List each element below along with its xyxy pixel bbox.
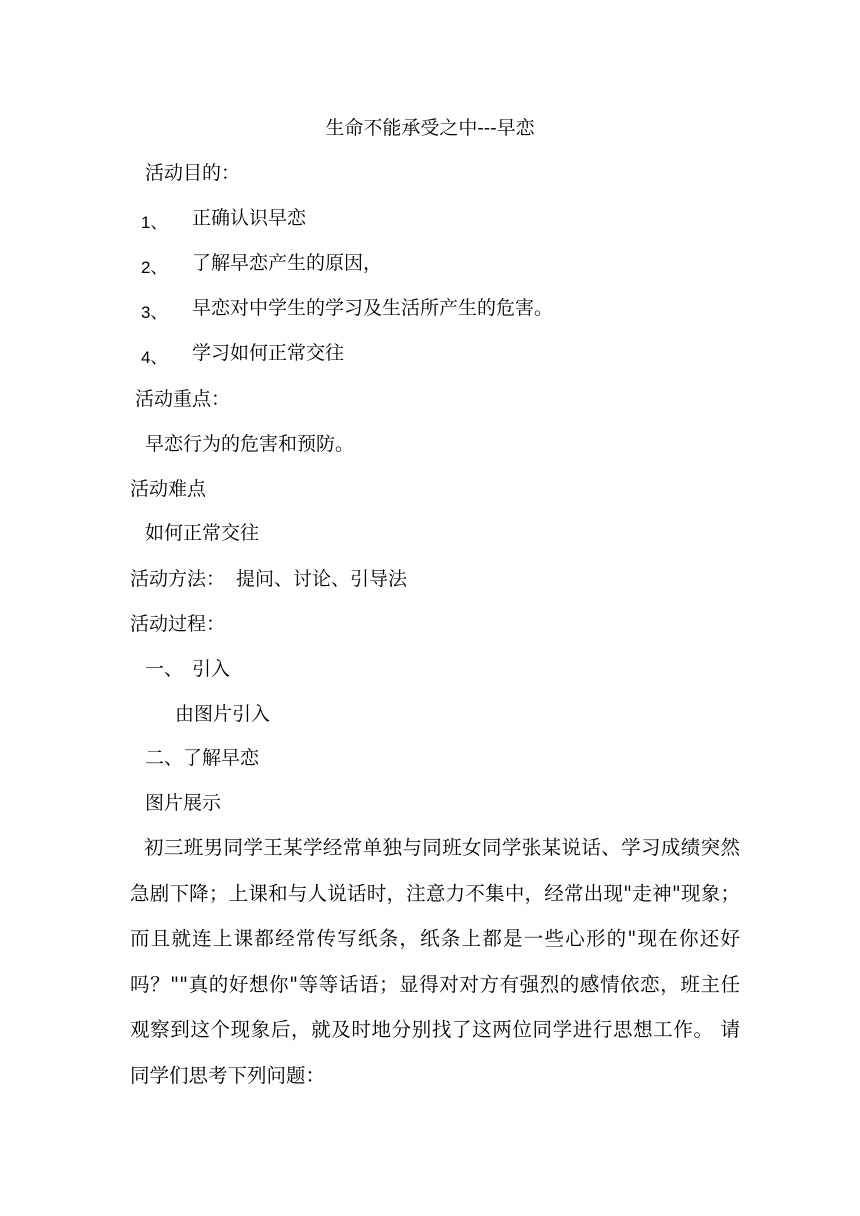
process-heading: 活动过程： — [130, 613, 226, 635]
difficulty-text: 如何正常交往 — [145, 522, 260, 544]
document-title: 生命不能承受之中---早恋 — [325, 117, 535, 139]
list-item-text: 正确认识早恋 — [192, 207, 307, 229]
list-item-number: 2、 — [141, 258, 168, 277]
section-text: 由图片引入 — [175, 703, 271, 725]
case-paragraph: 初三班男同学王某学经常单独与同班女同学张某说话、学习成绩突然急剧下降；上课和与人说话时，注意力不集中，经常出现"走神"现象；而且就连上课都经常传写纸条，纸条上都是一些心形的"现在你还好吗？""真的好想你"等等话语；显得对对方有强烈的感情依恋，班主任观察到这个现象后，就及时地分别找了这两位同学进行思想工作。 请同学们思考下列问题： — [130, 836, 740, 1087]
key-point-heading: 活动重点： — [135, 388, 231, 410]
list-item-number: 3、 — [141, 303, 168, 322]
difficulty-heading: 活动难点 — [130, 478, 207, 500]
method-text: 提问、讨论、引导法 — [236, 568, 408, 590]
list-item-text: 学习如何正常交往 — [192, 342, 345, 364]
section-title: 二、了解早恋 — [145, 747, 260, 769]
section-number: 一、 — [145, 658, 184, 680]
method-heading: 活动方法： — [130, 568, 226, 590]
section-title: 引入 — [192, 658, 231, 680]
objectives-heading: 活动目的： — [145, 162, 241, 184]
key-point-text: 早恋行为的危害和预防。 — [145, 433, 355, 455]
list-item-number: 1、 — [141, 213, 168, 232]
list-item-number: 4、 — [141, 348, 168, 367]
list-item-text: 了解早恋产生的原因， — [192, 252, 383, 274]
list-item-text: 早恋对中学生的学习及生活所产生的危害。 — [192, 297, 554, 319]
section-subtitle: 图片展示 — [145, 792, 222, 814]
